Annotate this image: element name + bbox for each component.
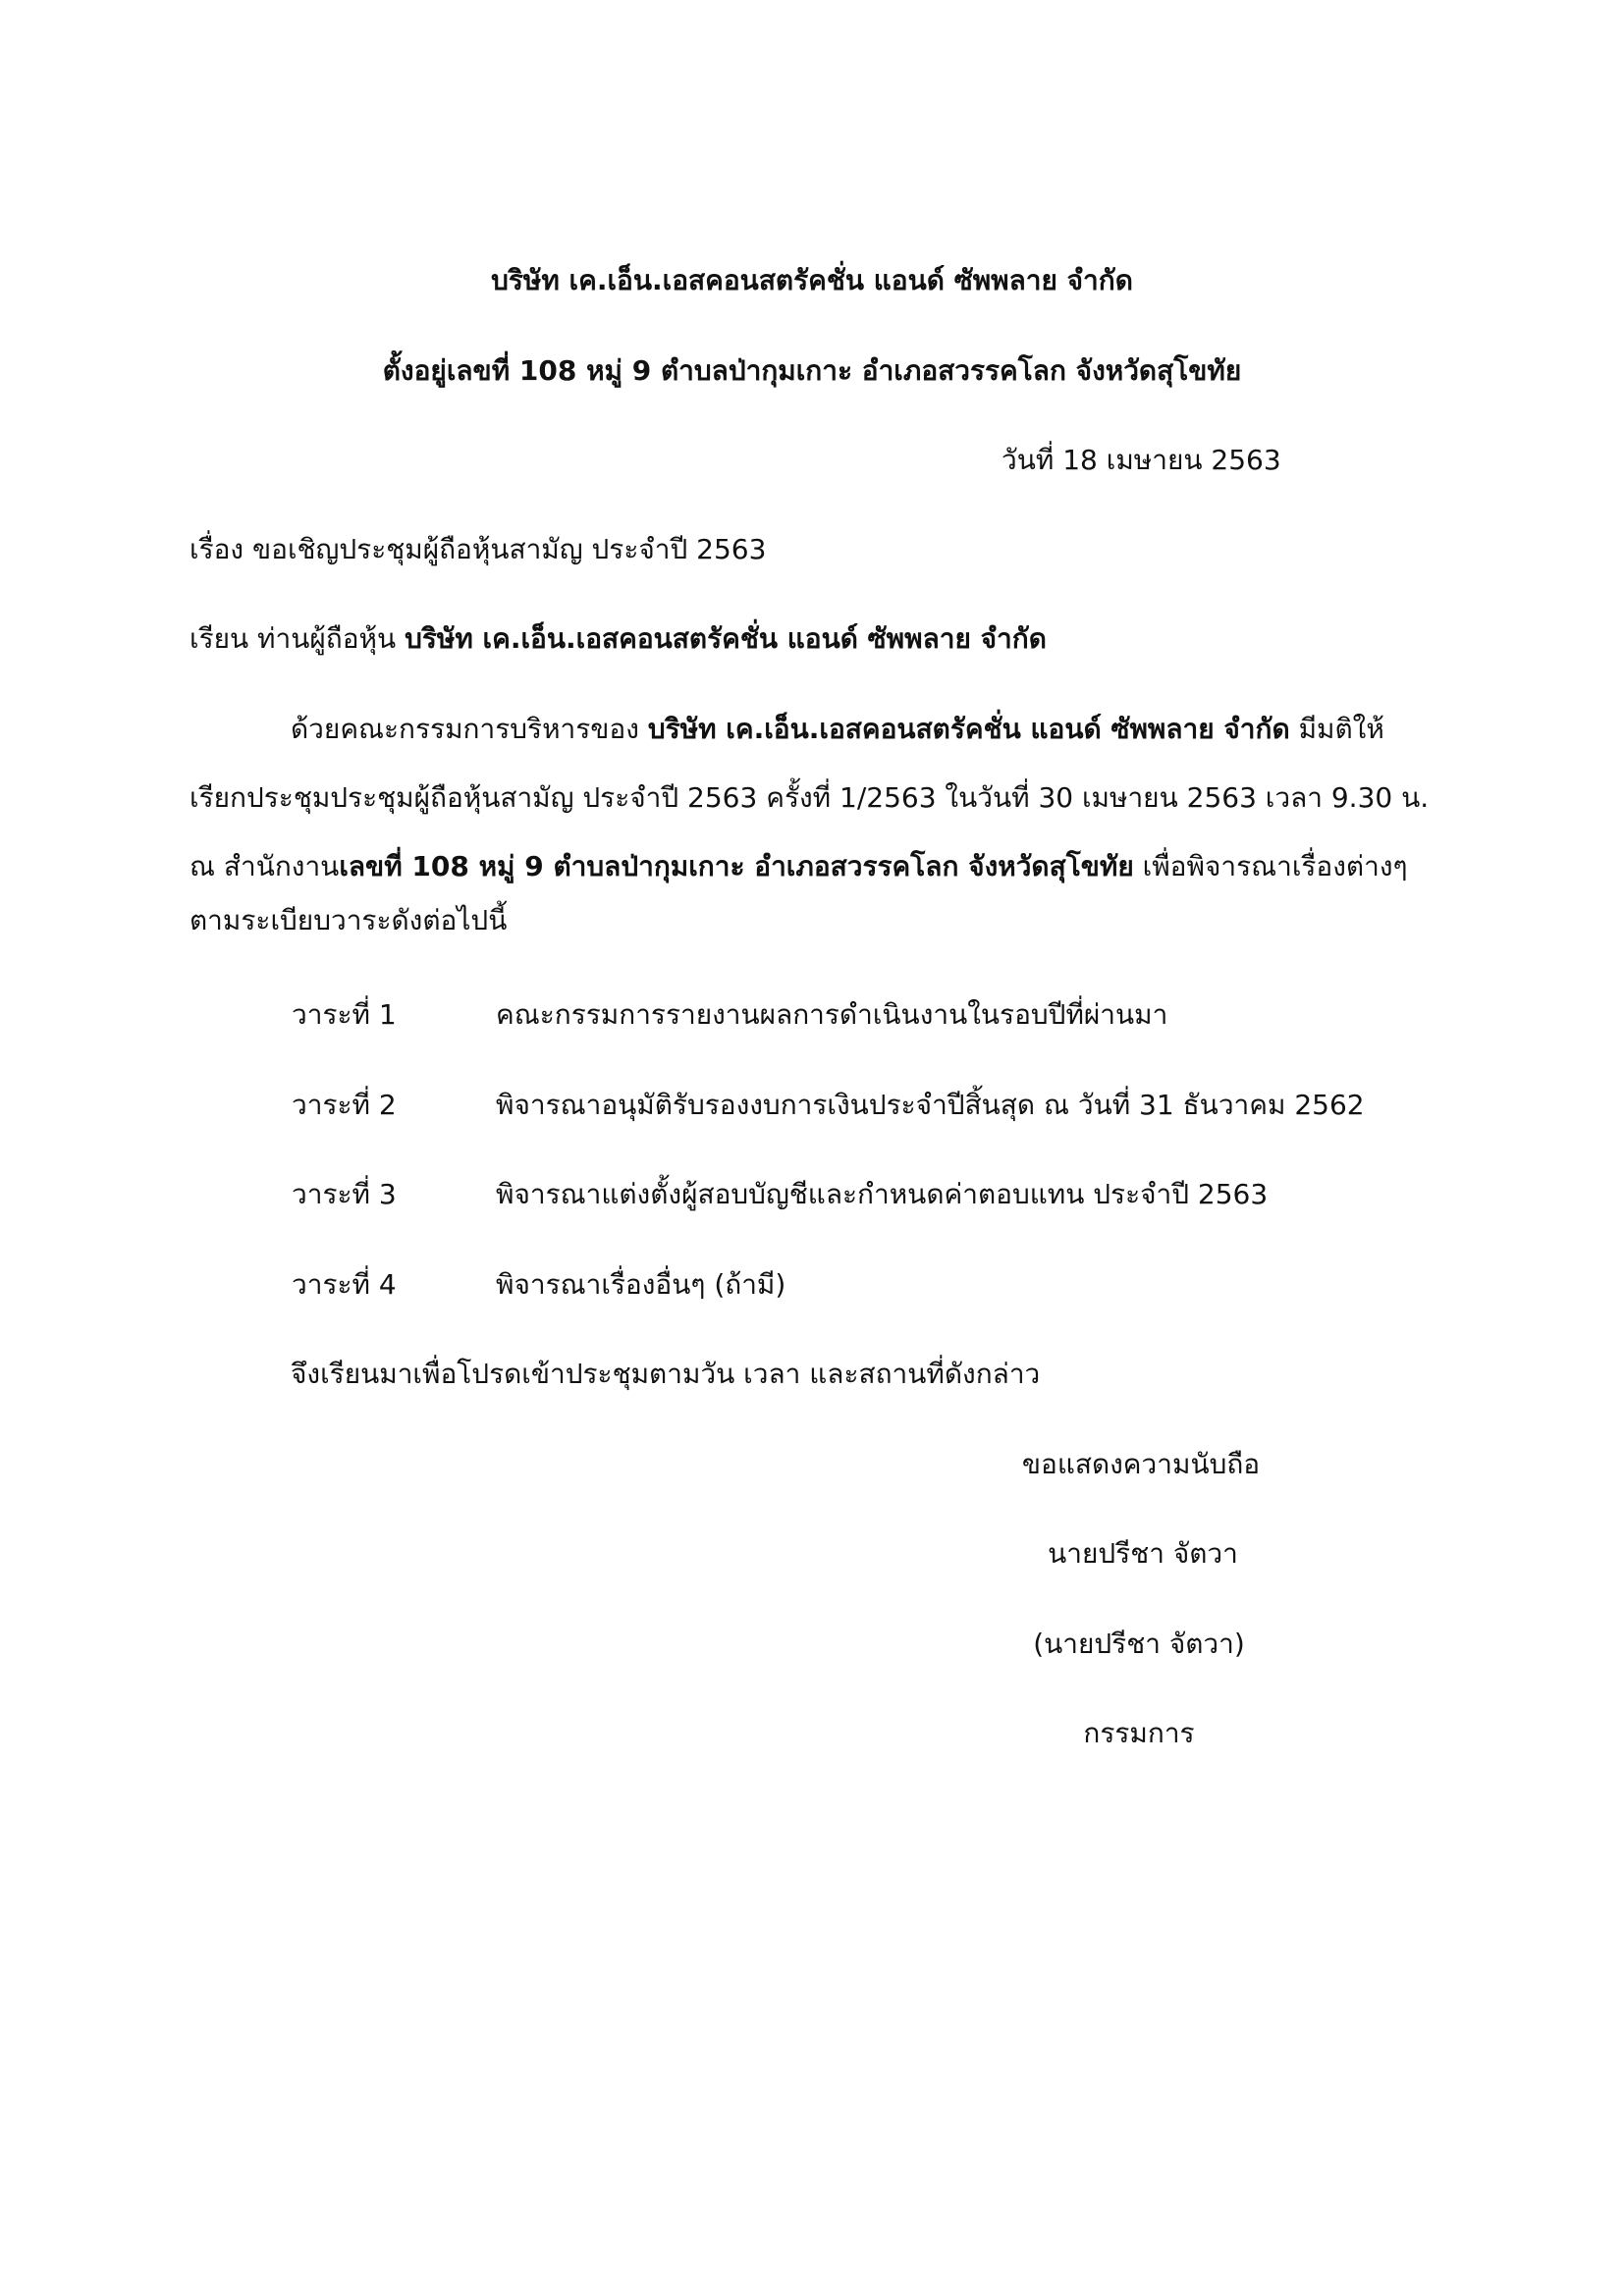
salutation-company: บริษัท เค.เอ็น.เอสคอนสตรัคชั่น แอนด์ ซัพพลาย จำกัด — [405, 622, 1047, 655]
salutation-prefix: เรียน ท่านผู้ถือหุ้น — [189, 622, 406, 655]
company-title: บริษัท เค.เอ็น.เอสคอนสตรัคชั่น แอนด์ ซัพพลาย จำกัด — [491, 264, 1133, 296]
body-line1-company: บริษัท เค.เอ็น.เอสคอนสตรัคชั่น แอนด์ ซัพพลาย จำกัด — [647, 713, 1290, 745]
body-line1-suffix: มีมติให้ — [1289, 713, 1384, 745]
signature-printed-name: (นายปรีชา จัตวา) — [1033, 1628, 1245, 1660]
company-address: ตั้งอยู่เลขที่ 108 หมู่ 9 ตำบลป่ากุมเกาะ อำเภอสวรรคโลก จังหวัดสุโขทัย — [382, 354, 1242, 387]
closing-line: จึงเรียนมาเพื่อโปรดเข้าประชุมตามวัน เวลา และสถานที่ดังกล่าว — [291, 1358, 1041, 1390]
body-line-1 — [291, 710, 1536, 749]
signature-regards: ขอแสดงความนับถือ — [1021, 1448, 1261, 1480]
agenda-text-4: พิจารณาเรื่องอื่นๆ (ถ้ามี) — [496, 1268, 786, 1301]
agenda-label-3: วาระที่ 3 — [292, 1178, 397, 1210]
body-line3-prefix: ณ สำนักงาน — [189, 850, 340, 882]
body-line-2: เรียกประชุมประชุมผู้ถือหุ้นสามัญ ประจำปี 2563 ครั้งที่ 1/2563 ในวันที่ 30 เมษายน 2563 เวลา 9.30 น. — [189, 781, 1430, 814]
agenda-text-3: พิจารณาแต่งตั้งผู้สอบบัญชีและกำหนดค่าตอบแทน ประจำปี 2563 — [496, 1178, 1269, 1210]
body-line3-suffix: เพื่อพิจารณาเรื่องต่างๆ — [1133, 850, 1408, 882]
letter-salutation — [189, 619, 1047, 659]
agenda-text-1: คณะกรรมการรายงานผลการดำเนินงานในรอบปีที่ผ่านมา — [496, 998, 1168, 1031]
agenda-label-2: วาระที่ 2 — [292, 1089, 397, 1121]
agenda-text-2: พิจารณาอนุมัติรับรองงบการเงินประจำปีสิ้นสุด ณ วันที่ 31 ธันวาคม 2562 — [496, 1089, 1365, 1121]
body-line1-prefix: ด้วยคณะกรรมการบริหารของ — [291, 713, 648, 745]
body-line3-address: เลขที่ 108 หมู่ 9 ตำบลป่ากุมเกาะ อำเภอสวรรคโลก จังหวัดสุโขทัย — [339, 850, 1134, 882]
agenda-label-1: วาระที่ 1 — [292, 998, 397, 1031]
signature-position: กรรมการ — [1083, 1717, 1195, 1749]
body-line-3 — [189, 847, 1435, 886]
body-line-4: ตามระเบียบวาระดังต่อไปนี้ — [189, 904, 508, 936]
letter-date: วันที่ 18 เมษายน 2563 — [1001, 444, 1281, 476]
agenda-label-4: วาระที่ 4 — [292, 1268, 397, 1301]
letter-subject: เรื่อง ขอเชิญประชุมผู้ถือหุ้นสามัญ ประจำปี 2563 — [189, 533, 767, 565]
signature-name: นายปรีชา จัตวา — [1048, 1537, 1238, 1570]
